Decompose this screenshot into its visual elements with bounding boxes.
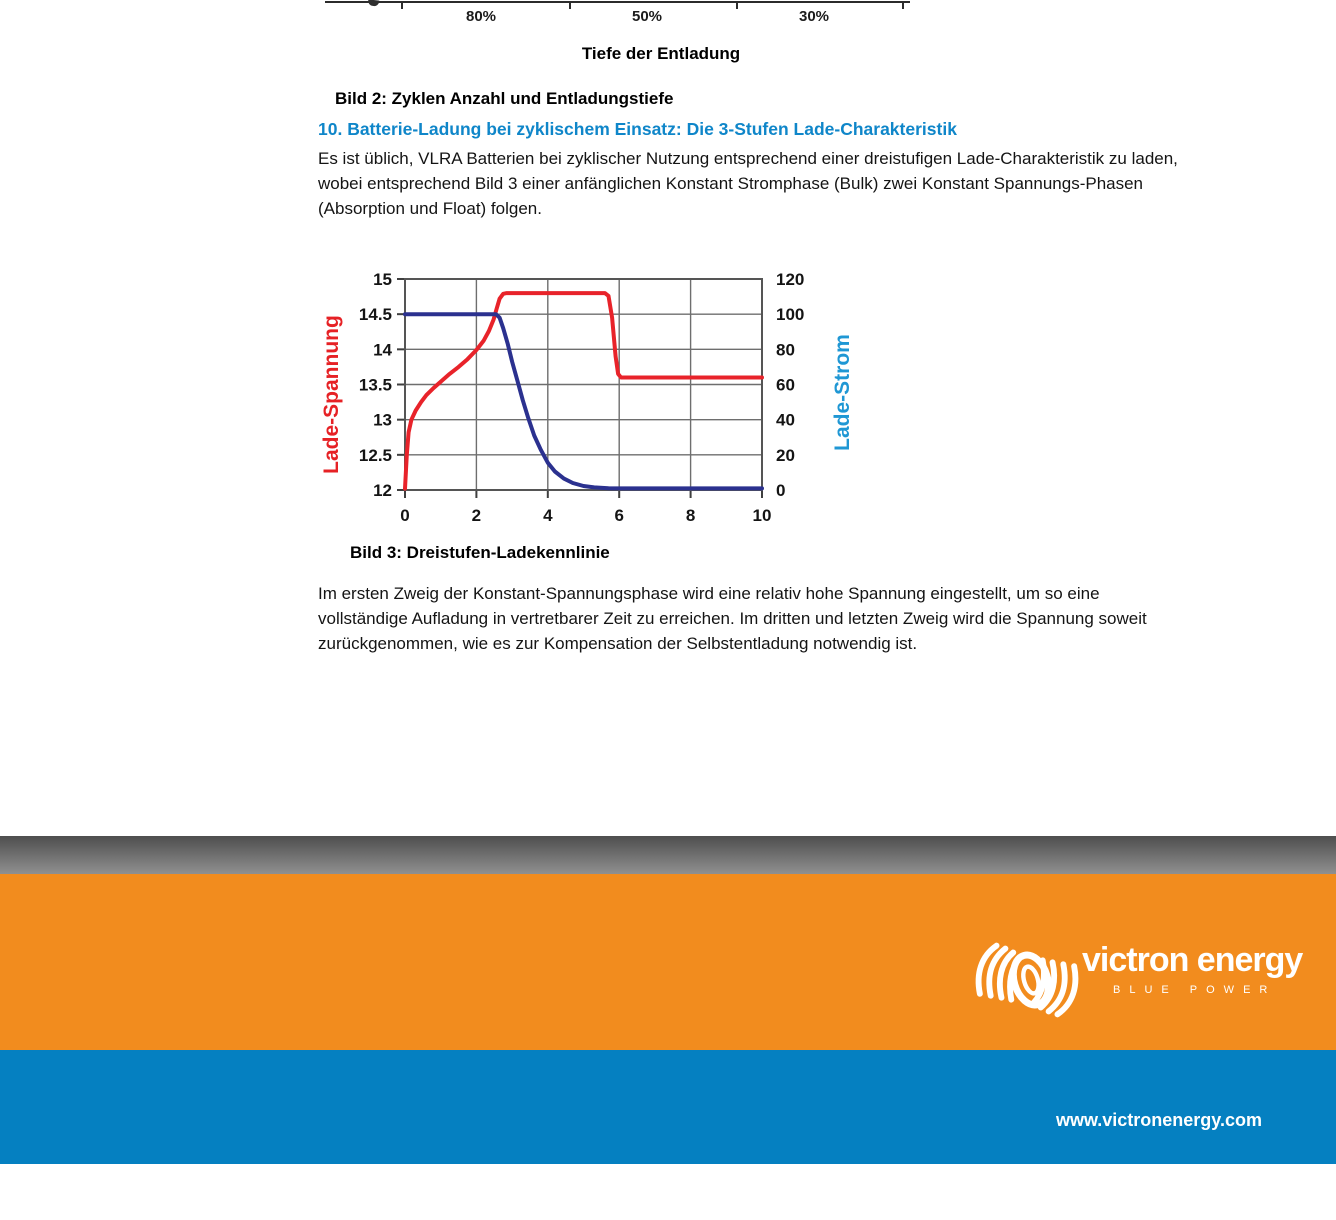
svg-text:40: 40 (776, 410, 795, 430)
dod-label-80: 80% (465, 8, 497, 25)
dod-label-30: 30% (798, 8, 830, 25)
chart-right-axis-title: Lade-Strom (831, 334, 854, 451)
svg-text:0: 0 (776, 481, 786, 500)
bild2-axis-tick (902, 1, 904, 9)
bild3-chart (300, 258, 875, 538)
bild2-axis-tick (401, 1, 403, 9)
svg-text:4: 4 (543, 506, 553, 525)
svg-text:13: 13 (373, 410, 392, 430)
bild2-caption: Bild 2: Zyklen Anzahl und Entladungstiefe (335, 89, 674, 108)
svg-text:2: 2 (471, 506, 482, 525)
svg-text:14.5: 14.5 (358, 305, 392, 325)
bild2-axis-tick (569, 1, 571, 9)
website-link[interactable]: www.victronenergy.com (1055, 1110, 1262, 1130)
chart-left-axis-title: Lade-Spannung (320, 315, 343, 474)
current-curve (405, 314, 762, 488)
svg-text:60: 60 (776, 375, 795, 395)
bild3-caption: Bild 3: Dreistufen-Ladekennlinie (350, 543, 610, 562)
paragraph-2-line: Im ersten Zweig der Konstant-Spannungsphase wird eine relativ hohe Spannung eingestellt, um so eine (318, 584, 1100, 603)
svg-text:10: 10 (752, 506, 772, 525)
brand-wordmark: victron energy (1082, 941, 1303, 979)
bild2-axis-tick (736, 1, 738, 9)
victron-swirl-icon (973, 938, 1081, 1022)
paragraph-1-line: (Absorption und Float) folgen. (318, 199, 542, 218)
paragraph-2-line: zurückgenommen, wie es zur Kompensation der Selbstentladung notwendig ist. (318, 634, 918, 653)
voltage-curve (405, 293, 762, 489)
svg-text:13.5: 13.5 (358, 375, 392, 395)
svg-text:0: 0 (400, 506, 410, 525)
paragraph-1 (318, 146, 1178, 221)
paragraph-1-line: wobei entsprechend Bild 3 einer anfänglichen Konstant Stromphase (Bulk) zwei Konstant Spannungs-Phasen (318, 174, 1144, 193)
paragraph-2 (318, 581, 1147, 656)
paragraph-2-line: vollständige Aufladung in vertretbarer Zeit zu erreichen. Im dritten und letzten Zweig wird die Spannung soweit (318, 609, 1147, 628)
svg-text:100: 100 (776, 305, 805, 325)
bild2-axis-title: Tiefe der Entladung (581, 44, 741, 63)
svg-text:12.5: 12.5 (358, 445, 392, 465)
section-heading: 10. Batterie-Ladung bei zyklischem Einsatz: Die 3-Stufen Lade-Charakteristik (318, 119, 957, 139)
svg-text:14: 14 (373, 340, 392, 360)
svg-text:6: 6 (614, 506, 624, 525)
footer-gray-bar (0, 836, 1336, 874)
svg-text:120: 120 (776, 270, 805, 289)
svg-text:12: 12 (373, 481, 392, 500)
svg-text:8: 8 (685, 506, 696, 525)
bild2-axis-line-fragment (325, 1, 910, 3)
brand-tagline: BLUE POWER (1113, 984, 1277, 996)
svg-text:20: 20 (776, 445, 795, 465)
cropped-glyph-fragment (368, 0, 380, 7)
svg-text:15: 15 (373, 270, 392, 289)
paragraph-1-line: Es ist üblich, VLRA Batterien bei zyklischer Nutzung entsprechend einer dreistufigen Lade-Charakteristik zu laden, (318, 149, 1178, 168)
footer-blue-bar (0, 1050, 1336, 1164)
dod-label-50: 50% (631, 8, 663, 25)
svg-text:80: 80 (776, 340, 795, 360)
